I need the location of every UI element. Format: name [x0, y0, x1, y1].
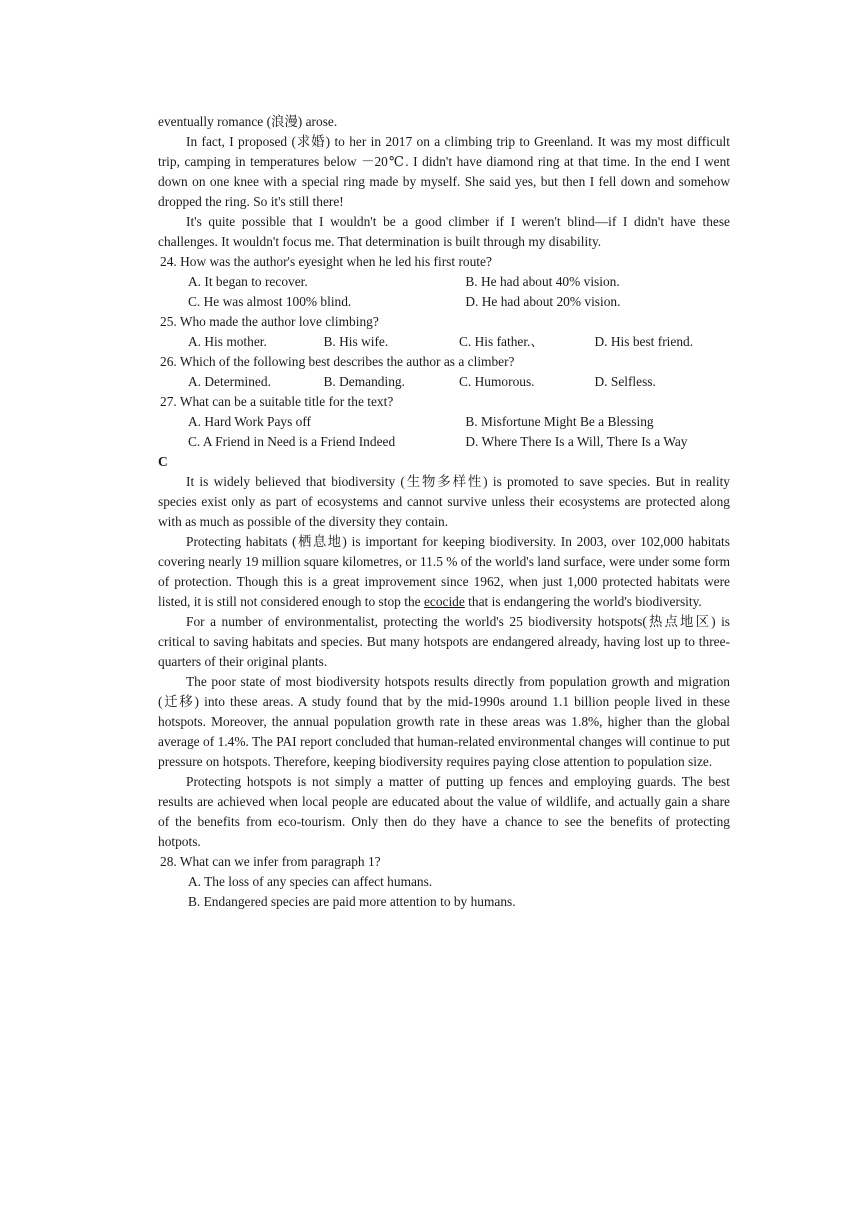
question-26-stem: 26. Which of the following best describes the author as a climber?: [160, 354, 515, 369]
option-d: D. Where There Is a Will, There Is a Way: [465, 434, 688, 449]
option-b: B. Misfortune Might Be a Blessing: [465, 414, 654, 429]
question-27-options-row2: [158, 432, 730, 452]
option-d: D. Selfless.: [594, 374, 656, 389]
underlined-word-ecocide: ecocide: [423, 594, 465, 609]
option-a: A. His mother.: [188, 334, 267, 349]
option-c: C. A Friend in Need is a Friend Indeed: [188, 434, 396, 449]
option-c: C. He was almost 100% blind.: [188, 294, 352, 309]
paragraph-c5: Protecting hotspots is not simply a matter of putting up fences and employing guards. The best results are achieved when local people are educated about the value of wildlife, and actually gain a share of the benefits from eco-tourism. Only then do they have a chance to see the benefits of protecting hotpots.: [158, 774, 730, 849]
option-c: C. Humorous.: [459, 374, 535, 389]
exam-page: [158, 112, 730, 912]
question-24-options-row2: [158, 292, 730, 312]
question-25-stem: 25. Who made the author love climbing?: [160, 314, 379, 329]
option-b: B. His wife.: [323, 334, 389, 349]
question-26-options: [158, 372, 730, 392]
option-d: D. He had about 20% vision.: [465, 294, 621, 309]
option-d: D. His best friend.: [594, 334, 694, 349]
option-c: C. His father.、: [459, 334, 544, 349]
question-27-options-row1: [158, 412, 730, 432]
option-a: A. Hard Work Pays off: [188, 414, 312, 429]
passage-c-heading: C: [158, 454, 168, 469]
question-24-options-row1: [158, 272, 730, 292]
paragraph-b-end: eventually romance (浪漫) arose.: [158, 114, 338, 129]
option-b: B. Endangered species are paid more attention to by humans.: [188, 894, 516, 909]
option-a: A. Determined.: [188, 374, 271, 389]
paragraph-disability: It's quite possible that I wouldn't be a good climber if I weren't blind—if I didn't have these challenges. It wouldn't focus me. That determination is built through my disability.: [158, 214, 730, 249]
paragraph-c1: It is widely believed that biodiversity (生物多样性) is promoted to save species. But in reality species exist only as part of ecosystems and cannot survive unless their ecosystems are protected along with as much as possible of the diversity they contain.: [158, 474, 730, 529]
option-b: B. He had about 40% vision.: [465, 274, 620, 289]
question-24-stem: 24. How was the author's eyesight when he led his first route?: [160, 254, 492, 269]
option-b: B. Demanding.: [323, 374, 405, 389]
paragraph-c2-text-end: that is endangering the world's biodiversity.: [464, 594, 702, 609]
option-a: A. The loss of any species can affect humans.: [188, 874, 433, 889]
paragraph-c4: The poor state of most biodiversity hotspots results directly from population growth and migration (迁移) into these areas. A study found that by the mid-1990s around 1.1 billion people lived in these hotspots. Moreover, the annual population growth rate in these areas was 1.8%, higher than the global average of 1.4%. The PAI report concluded that human-related environmental changes will continue to put pressure on hotspots. Therefore, keeping biodiversity requires paying close attention to population size.: [158, 674, 730, 769]
paragraph-c2-text: Protecting habitats (栖息地) is important for keeping biodiversity. In 2003, over 102,000 habitats covering nearly 19 million square kilometres, or 11.5 % of the world's land surface, were under some form of protection. Though this is a great improvement since 1962, when just 1,000 protected habitats were listed, it is still not considered enough to stop the: [158, 534, 730, 609]
question-28-stem: 28. What can we infer from paragraph 1?: [160, 854, 381, 869]
question-25-options: [158, 332, 730, 352]
question-27-stem: 27. What can be a suitable title for the text?: [160, 394, 394, 409]
paragraph-c2: [158, 532, 730, 612]
paragraph-proposal: In fact, I proposed (求婚) to her in 2017 on a climbing trip to Greenland. It was my most difficult trip, camping in temperatures below －20℃. I didn't have diamond ring at that time. In the end I went down on one knee with a special ring made by myself. She said yes, but then I fell down and somehow dropped the ring. So it's still there!: [158, 134, 730, 209]
paragraph-c3: For a number of environmentalist, protecting the world's 25 biodiversity hotspots(热点地区) is critical to saving habitats and species. But many hotspots are endangered already, having lost up to three-quarters of their original plants.: [158, 614, 730, 669]
option-a: A. It began to recover.: [188, 274, 308, 289]
